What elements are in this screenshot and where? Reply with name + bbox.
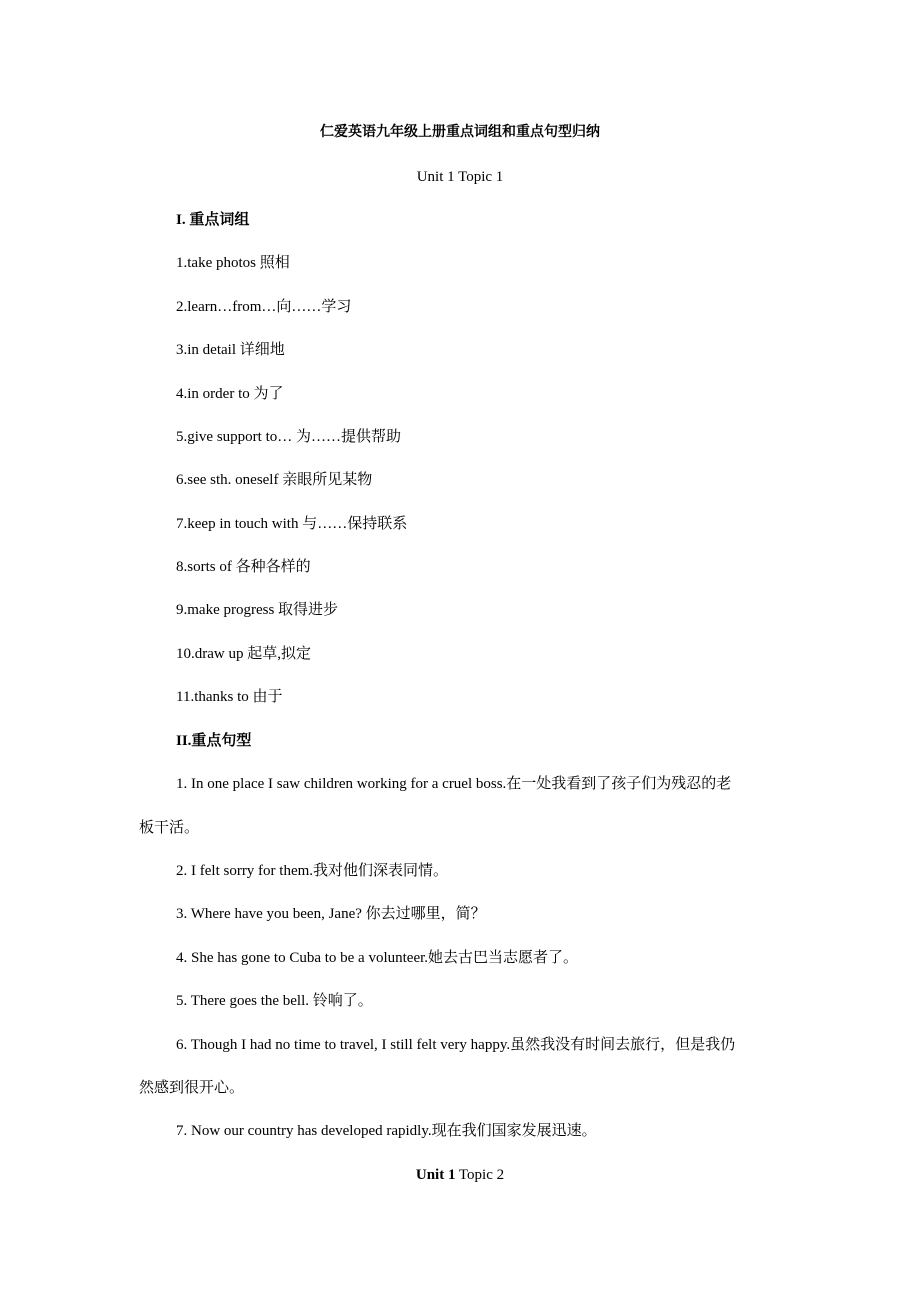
unit1-topic2-heading bbox=[0, 1165, 920, 1185]
phrase-item: 2.learn…from…向……学习 bbox=[176, 299, 352, 315]
phrase-item: 4.in order to 为了 bbox=[176, 386, 284, 402]
phrases-section-heading: I. 重点词组 bbox=[176, 212, 250, 228]
phrase-item: 9.make progress 取得进步 bbox=[176, 602, 339, 618]
phrase-item: 10.draw up 起草,拟定 bbox=[176, 646, 311, 662]
phrase-item: 5.give support to… 为……提供帮助 bbox=[176, 429, 401, 445]
sentence-item-7: 7. Now our country has developed rapidly.现在我们国家发展迅速。 bbox=[176, 1123, 597, 1139]
sentences-section-heading: II.重点句型 bbox=[176, 733, 252, 749]
unit1-topic2-bold: Unit 1 bbox=[415, 1167, 456, 1183]
sentence-item-3: 3. Where have you been, Jane? 你去过哪里，简？ bbox=[176, 906, 486, 922]
phrase-item: 3.in detail 详细地 bbox=[176, 342, 285, 358]
sentence-item-2: 2. I felt sorry for them.我对他们深表同情。 bbox=[176, 863, 449, 879]
sentence-item-5: 5. There goes the bell. 铃响了。 bbox=[176, 993, 373, 1009]
phrase-item: 8.sorts of 各种各样的 bbox=[176, 559, 311, 575]
sentence-item-1-line2: 板干活。 bbox=[139, 820, 200, 836]
phrase-item: 6.see sth. oneself 亲眼所见某物 bbox=[176, 472, 373, 488]
document-title: 仁爱英语九年级上册重点词组和重点句型归纳 bbox=[320, 125, 600, 140]
unit1-topic2-rest: Topic 2 bbox=[455, 1167, 505, 1183]
phrase-item: 1.take photos 照相 bbox=[176, 255, 290, 271]
sentence-item-6-line2: 然感到很开心。 bbox=[139, 1080, 245, 1096]
sentence-item-1-line1: 1. In one place I saw children working for a cruel boss.在一处我看到了孩子们为残忍的老 bbox=[176, 776, 732, 792]
sentence-item-6-line1: 6. Though I had no time to travel, I still felt very happy.虽然我没有时间去旅行，但是我仍 bbox=[176, 1037, 736, 1053]
sentence-item-4: 4. She has gone to Cuba to be a volunteer.她去古巴当志愿者了。 bbox=[176, 950, 579, 966]
phrase-item: 11.thanks to 由于 bbox=[176, 689, 283, 705]
phrase-item: 7.keep in touch with 与……保持联系 bbox=[176, 516, 408, 532]
unit1-topic1-heading: Unit 1 Topic 1 bbox=[416, 169, 504, 185]
